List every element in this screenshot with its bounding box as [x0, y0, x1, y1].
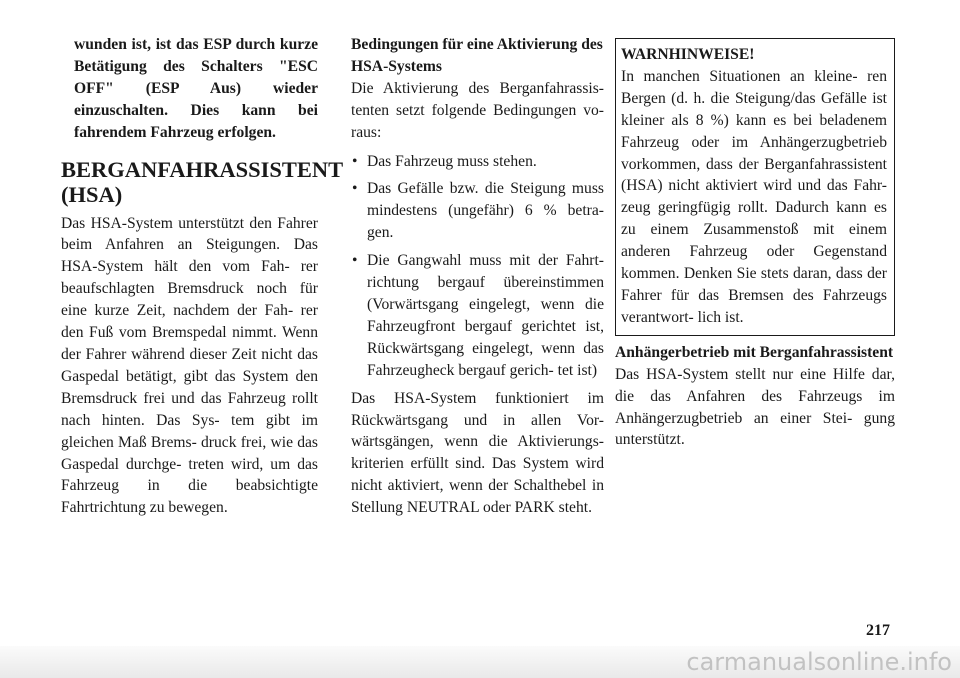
- bullet-icon: •: [352, 180, 358, 198]
- list-item-text: Die Gangwahl muss mit der Fahrt- richtung bergauf übereinstimmen (Vorwärtsgang eingelegt, wenn die Fahrzeugfront bergauf gerichtet ist, Rückwärtsgang eingelegt, wenn das Fahrzeugheck bergauf gerich- tet ist): [367, 252, 604, 379]
- activation-conditions-list: [351, 151, 604, 382]
- activation-intro-paragraph: Die Aktivierung des Berganfahrassis- tenten setzt folgende Bedingungen vo- raus:: [351, 79, 604, 141]
- intro-bold-paragraph: wunden ist, ist das ESP durch kurze Betätigung des Schalters "ESC OFF" (ESP Aus) wieder einzuschalten. Dies kann bei fahrendem Fahrzeug erfolgen.: [74, 36, 318, 141]
- list-item-text: Das Gefälle bzw. die Steigung muss mindestens (ungefähr) 6 % betra- gen.: [367, 180, 604, 242]
- column-3: [615, 34, 895, 451]
- list-item-text: Das Fahrzeug muss stehen.: [367, 152, 537, 170]
- watermark-text: carmanualsonline.info: [686, 648, 952, 676]
- bullet-icon: •: [352, 252, 358, 270]
- column-2: [351, 34, 604, 519]
- trailer-paragraph: Das HSA-System stellt nur eine Hilfe dar, die das Anfahren des Fahrzeugs im Anhängerzugbetrieb an einer Stei- gung unterstützt.: [615, 365, 895, 449]
- hsa-description-paragraph: Das HSA-System unterstützt den Fahrer beim Anfahren an Steigungen. Das HSA-System hält den vom Fah- rer beaufschlagten Bremsdruck noch für eine kurze Zeit, nachdem der Fah- rer den Fuß vom Bremspedal nimmt. Wenn der Fahrer während dieser Zeit nicht das Gaspedal betätigt, gibt das System den Bremsdruck frei und das Fahrzeug rollt nach hinten. Das Sys- tem gibt im gleichen Maß Brems- druck frei, wie das Gaspedal durchge- treten wird, um das Fahrzeug in die beabsichtigte Fahrtrichtung zu bewegen.: [61, 214, 318, 517]
- list-item: [351, 178, 604, 244]
- list-item: [351, 250, 604, 381]
- trailer-heading: Anhängerbetrieb mit Berganfahrassistent: [615, 343, 894, 361]
- watermark-bar: [0, 646, 960, 678]
- warning-box: [615, 38, 895, 336]
- bullet-icon: •: [352, 152, 358, 170]
- activation-conditions-heading: Bedingungen für eine Aktivierung des HSA-Systems: [351, 36, 603, 75]
- warning-title: WARNHINWEISE!: [621, 46, 755, 63]
- column-1: [61, 34, 343, 519]
- page-number: 217: [866, 622, 890, 639]
- section-heading-hsa: BERGANFAHRASSISTENT (HSA): [61, 156, 343, 207]
- warning-text: In manchen Situationen an kleine- ren Bergen (d. h. die Steigung/das Gefälle ist kleiner als 8 %) kann es bei beladenem Fahrzeug oder im Anhängerzugbetrieb vorkommen, dass der Berganfahrassistent (HSA) nicht aktiviert wird und das Fahr- zeug geringfügig rollt. Dadurch kann es zu einem Zusammenstoß mit einem anderen Fahrzeug oder Gegenstand kommen. Denken Sie stets daran, dass der Fahrer für das Bremsen des Fahrzeugs verantwort- lich ist.: [621, 67, 887, 326]
- hsa-function-paragraph: Das HSA-System funktioniert im Rückwärtsgang und in allen Vor- wärtsgängen, wenn die Aktivierungs- kriterien erfüllt sind. Das System wird nicht aktiviert, wenn der Schalthebel in Stellung NEUTRAL oder PARK steht.: [351, 389, 604, 517]
- list-item: [351, 151, 604, 173]
